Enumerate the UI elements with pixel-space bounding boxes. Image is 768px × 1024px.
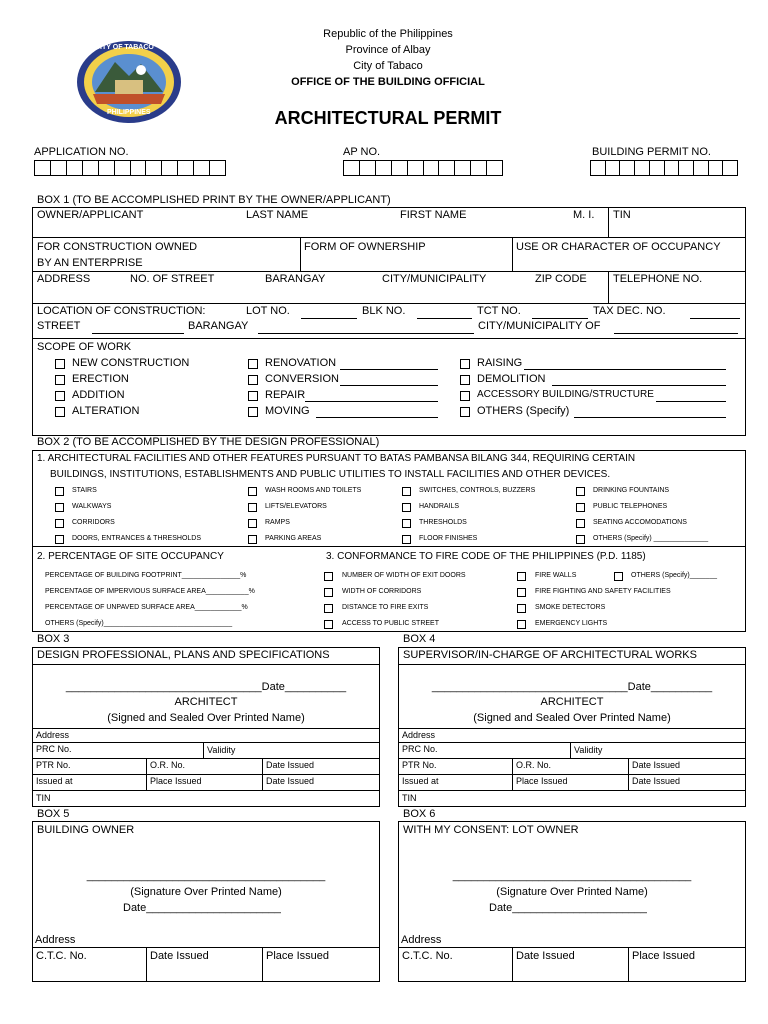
barangay2-field[interactable]: [258, 333, 474, 334]
fire-label: EMERGENCY LIGHTS: [535, 620, 608, 627]
tct-no-label: TCT NO.: [477, 305, 521, 317]
box5-signature-line[interactable]: _______________________________________: [86, 870, 326, 882]
box4-title: SUPERVISOR/IN-CHARGE OF ARCHITECTURAL WORKS: [403, 649, 697, 661]
scope-label: DEMOLITION: [477, 373, 546, 385]
facility-checkbox[interactable]: [55, 535, 64, 544]
application-no-field[interactable]: [34, 160, 226, 176]
street-field[interactable]: [92, 333, 184, 334]
no-street-label: NO. OF STREET: [130, 273, 215, 285]
scope-label: NEW CONSTRUCTION: [72, 357, 190, 369]
ap-no-field[interactable]: [343, 160, 503, 176]
scope-field[interactable]: [656, 401, 726, 402]
scope-field[interactable]: [524, 369, 726, 370]
box4-validity[interactable]: Validity: [574, 745, 603, 755]
facility-label: THRESHOLDS: [419, 519, 467, 526]
scope-label: OTHERS (Specify): [477, 405, 570, 417]
box3-signature-line[interactable]: ________________________________Date__________: [65, 681, 347, 693]
site-line: OTHERS (Specify)_________________________________: [45, 620, 233, 627]
scope-item-moving[interactable]: [248, 407, 258, 417]
box4: [398, 647, 746, 807]
facility-checkbox[interactable]: [576, 535, 585, 544]
form-ownership-label: FORM OF OWNERSHIP: [304, 241, 426, 253]
box4-ptr[interactable]: PTR No.: [402, 760, 437, 770]
facility-checkbox[interactable]: [55, 487, 64, 496]
facility-label: DOORS, ENTRANCES & THRESHOLDS: [72, 535, 202, 542]
fire-checkbox[interactable]: [324, 620, 333, 629]
facility-checkbox[interactable]: [248, 519, 257, 528]
box4-place-issued[interactable]: Place Issued: [516, 776, 568, 786]
box1: [32, 207, 746, 304]
scope-label: ADDITION: [72, 389, 125, 401]
box6-ctc[interactable]: C.T.C. No.: [402, 950, 453, 962]
fire-label: ACCESS TO PUBLIC STREET: [342, 620, 439, 627]
box5-date-issued[interactable]: Date Issued: [150, 950, 209, 962]
box3-role: ARCHITECT: [174, 696, 238, 708]
box3-date-issued[interactable]: Date Issued: [266, 760, 315, 770]
facility-label: PARKING AREAS: [265, 535, 322, 542]
scope-item-addition[interactable]: [55, 391, 65, 401]
scope-field[interactable]: [340, 369, 438, 370]
scope-label: ERECTION: [72, 373, 129, 385]
fire-label: WIDTH OF CORRIDORS: [342, 588, 422, 595]
scope-label: ALTERATION: [72, 405, 140, 417]
box3-issued-at[interactable]: Issued at: [36, 776, 73, 786]
scope-item-conversion[interactable]: [248, 375, 258, 385]
mi-label: M. I.: [573, 209, 595, 221]
box2-title: BOX 2 (TO BE ACCOMPLISHED BY THE DESIGN PROFESSIONAL): [37, 436, 380, 448]
address-label: ADDRESS: [37, 273, 91, 285]
facility-checkbox[interactable]: [576, 519, 585, 528]
facility-checkbox[interactable]: [402, 487, 411, 496]
fire-checkbox[interactable]: [517, 620, 526, 629]
city-municipality-of-field[interactable]: [614, 333, 738, 334]
facility-label: FLOOR FINISHES: [419, 535, 478, 542]
ap-no-label: AP NO.: [343, 146, 381, 158]
box3-label: BOX 3: [37, 633, 70, 645]
facility-label: WALKWAYS: [72, 503, 112, 510]
owner-applicant-label: OWNER/APPLICANT: [37, 209, 144, 221]
facility-checkbox[interactable]: [248, 535, 257, 544]
site-line: PERCENTAGE OF UNPAVED SURFACE AREA____________%: [45, 604, 248, 611]
box3: [32, 647, 380, 807]
scope-field[interactable]: [316, 417, 438, 418]
box3-date-issued2[interactable]: Date Issued: [266, 776, 315, 786]
scope-item-accessory[interactable]: [460, 391, 470, 401]
box3-title: DESIGN PROFESSIONAL, PLANS AND SPECIFICATIONS: [37, 649, 330, 661]
item1-line1: 1. ARCHITECTURAL FACILITIES AND OTHER FEATURES PURSUANT TO BATAS PAMBANSA BILANG 344, REQUIRING CERTAIN: [37, 453, 636, 464]
box5-place-issued[interactable]: Place Issued: [266, 950, 329, 962]
lot-no-label: LOT NO.: [246, 305, 290, 317]
box4-or-no[interactable]: O.R. No.: [516, 760, 552, 770]
item3-title: 3. CONFORMANCE TO FIRE CODE OF THE PHILIPPINES (P.D. 1185): [326, 551, 646, 562]
last-name-label: LAST NAME: [246, 209, 309, 221]
by-enterprise-label: BY AN ENTERPRISE: [37, 257, 143, 269]
header-republic: Republic of the Philippines: [323, 28, 453, 40]
scope-label: ACCESSORY BUILDING/STRUCTURE: [477, 389, 654, 400]
box3-tin[interactable]: TIN: [36, 793, 51, 803]
barangay2-label: BARANGAY: [188, 320, 249, 332]
application-no-label: APPLICATION NO.: [34, 146, 129, 158]
page-title: ARCHITECTURAL PERMIT: [274, 108, 502, 128]
facility-label: DRINKING FOUNTAINS: [593, 487, 670, 494]
box4-date-issued2[interactable]: Date Issued: [632, 776, 681, 786]
header-city: City of Tabaco: [353, 60, 423, 72]
facility-label: LIFTS/ELEVATORS: [265, 503, 327, 510]
lot-no-field[interactable]: [301, 318, 357, 319]
box5-date[interactable]: Date______________________: [123, 902, 281, 914]
header-office: OFFICE OF THE BUILDING OFFICIAL: [291, 76, 485, 88]
box4-issued-at[interactable]: Issued at: [402, 776, 439, 786]
fire-checkbox[interactable]: [517, 588, 526, 597]
fire-checkbox[interactable]: [324, 572, 333, 581]
facility-label: SEATING ACCOMODATIONS: [593, 519, 687, 526]
box6-label: BOX 6: [403, 808, 436, 820]
item2-title: 2. PERCENTAGE OF SITE OCCUPANCY: [37, 551, 224, 562]
box5-address[interactable]: Address: [35, 934, 76, 946]
use-character-label: USE OR CHARACTER OF OCCUPANCY: [516, 241, 721, 253]
box6-address[interactable]: Address: [401, 934, 442, 946]
scope-item-repair[interactable]: [248, 391, 258, 401]
scope-item-demolition[interactable]: [460, 375, 470, 385]
box3-address[interactable]: Address: [36, 730, 70, 740]
scope-field[interactable]: [552, 385, 726, 386]
fire-others-label: OTHERS (Specify)_______: [631, 572, 717, 579]
site-line: PERCENTAGE OF BUILDING FOOTPRINT_______________%: [45, 572, 247, 579]
scope-item-alteration[interactable]: [55, 407, 65, 417]
building-permit-no-label: BUILDING PERMIT NO.: [592, 146, 711, 158]
header-province: Province of Albay: [345, 44, 431, 56]
fire-label: DISTANCE TO FIRE EXITS: [342, 604, 429, 611]
blk-no-field[interactable]: [417, 318, 472, 319]
scope-field[interactable]: [574, 417, 726, 418]
facility-label: STAIRS: [72, 487, 97, 494]
fire-label: NUMBER OF WIDTH OF EXIT DOORS: [342, 572, 466, 579]
box5-ctc[interactable]: C.T.C. No.: [36, 950, 87, 962]
box4-signature-line[interactable]: ________________________________Date__________: [431, 681, 713, 693]
box4-label: BOX 4: [403, 633, 436, 645]
box4-signed: (Signed and Sealed Over Printed Name): [473, 712, 671, 724]
scope-label: RENOVATION: [265, 357, 337, 369]
box6-date-issued[interactable]: Date Issued: [516, 950, 575, 962]
fire-label: FIRE FIGHTING AND SAFETY FACILITIES: [535, 588, 671, 595]
seal-text-bottom: PHILIPPINES: [107, 109, 151, 116]
facility-label: PUBLIC TELEPHONES: [593, 503, 668, 510]
box6-signature-caption: (Signature Over Printed Name): [496, 886, 648, 898]
zip-code-label: ZIP CODE: [535, 273, 587, 285]
facility-checkbox[interactable]: [576, 487, 585, 496]
box4-address[interactable]: Address: [402, 730, 436, 740]
facility-label: HANDRAILS: [419, 503, 460, 510]
facility-checkbox[interactable]: [402, 535, 411, 544]
scope-label: RAISING: [477, 357, 523, 369]
fire-checkbox[interactable]: [517, 604, 526, 613]
box3-signed: (Signed and Sealed Over Printed Name): [107, 712, 305, 724]
facility-label: SWITCHES, CONTROLS, BUZZERS: [419, 487, 536, 494]
location-construction-label: LOCATION OF CONSTRUCTION:: [37, 305, 206, 317]
fire-label: FIRE WALLS: [535, 572, 577, 579]
facility-checkbox[interactable]: [55, 519, 64, 528]
tax-dec-no-field[interactable]: [690, 318, 740, 319]
facility-label: OTHERS (Specify) ______________: [593, 535, 709, 542]
seal-text-top: CITY OF TABACO: [95, 44, 154, 51]
box4-role: ARCHITECT: [540, 696, 604, 708]
item1-line2: BUILDINGS, INSTITUTIONS, ESTABLISHMENTS AND PUBLIC UTILITIES TO INSTALL FACILITIES AND OTHER DEVICES.: [50, 469, 611, 480]
scope-item-new-construction[interactable]: [55, 359, 65, 369]
scope-box: [32, 338, 746, 436]
facility-label: RAMPS: [265, 519, 290, 526]
facility-checkbox[interactable]: [576, 503, 585, 512]
facility-checkbox[interactable]: [402, 519, 411, 528]
facility-label: CORRIDORS: [72, 519, 115, 526]
facility-checkbox[interactable]: [248, 487, 257, 496]
box3-ptr[interactable]: PTR No.: [36, 760, 71, 770]
barangay-label: BARANGAY: [265, 273, 326, 285]
scope-item-erection[interactable]: [55, 375, 65, 385]
box6-signature-line[interactable]: _______________________________________: [452, 870, 692, 882]
box4-prc[interactable]: PRC No.: [402, 744, 438, 754]
building-permit-no-field[interactable]: [590, 160, 738, 176]
box3-validity[interactable]: Validity: [207, 745, 236, 755]
box3-or-no[interactable]: O.R. No.: [150, 760, 186, 770]
tin-label: TIN: [613, 209, 631, 221]
facility-label: WASH ROOMS AND TOILETS: [265, 487, 362, 494]
box5-signature-caption: (Signature Over Printed Name): [130, 886, 282, 898]
scope-item-raising[interactable]: [460, 359, 470, 369]
scope-item-renovation[interactable]: [248, 359, 258, 369]
box4-date-issued[interactable]: Date Issued: [632, 760, 681, 770]
box6-place-issued[interactable]: Place Issued: [632, 950, 695, 962]
scope-field[interactable]: [340, 385, 438, 386]
box3-prc[interactable]: PRC No.: [36, 744, 72, 754]
fire-label: SMOKE DETECTORS: [535, 604, 606, 611]
street-label: STREET: [37, 320, 81, 332]
box3-place-issued[interactable]: Place Issued: [150, 776, 202, 786]
scope-item-others[interactable]: [460, 407, 470, 417]
box4-tin[interactable]: TIN: [402, 793, 417, 803]
scope-label: MOVING: [265, 405, 310, 417]
facility-checkbox[interactable]: [55, 503, 64, 512]
scope-label: REPAIR: [265, 389, 306, 401]
fire-checkbox[interactable]: [324, 588, 333, 597]
scope-title: SCOPE OF WORK: [37, 341, 132, 353]
fire-checkbox[interactable]: [324, 604, 333, 613]
first-name-label: FIRST NAME: [400, 209, 467, 221]
scope-label: CONVERSION: [265, 373, 339, 385]
box6-date[interactable]: Date______________________: [489, 902, 647, 914]
box6-title: WITH MY CONSENT: LOT OWNER: [403, 824, 579, 836]
tax-dec-no-label: TAX DEC. NO.: [593, 305, 666, 317]
site-line: PERCENTAGE OF IMPERVIOUS SURFACE AREA___________%: [45, 588, 255, 595]
facility-checkbox[interactable]: [402, 503, 411, 512]
box5-label: BOX 5: [37, 808, 70, 820]
city-municipality-label: CITY/MUNICIPALITY: [382, 273, 487, 285]
construction-owned-label: FOR CONSTRUCTION OWNED: [37, 241, 198, 253]
box1-title: BOX 1 (TO BE ACCOMPLISHED PRINT BY THE OWNER/APPLICANT): [37, 194, 391, 206]
fire-checkbox[interactable]: [614, 572, 623, 581]
fire-checkbox[interactable]: [517, 572, 526, 581]
scope-field[interactable]: [305, 401, 438, 402]
telephone-label: TELEPHONE NO.: [613, 273, 703, 285]
city-municipality-of-label: CITY/MUNICIPALITY OF: [478, 320, 601, 332]
box5-title: BUILDING OWNER: [37, 824, 135, 836]
tct-no-field[interactable]: [532, 318, 588, 319]
blk-no-label: BLK NO.: [362, 305, 406, 317]
facility-checkbox[interactable]: [248, 503, 257, 512]
